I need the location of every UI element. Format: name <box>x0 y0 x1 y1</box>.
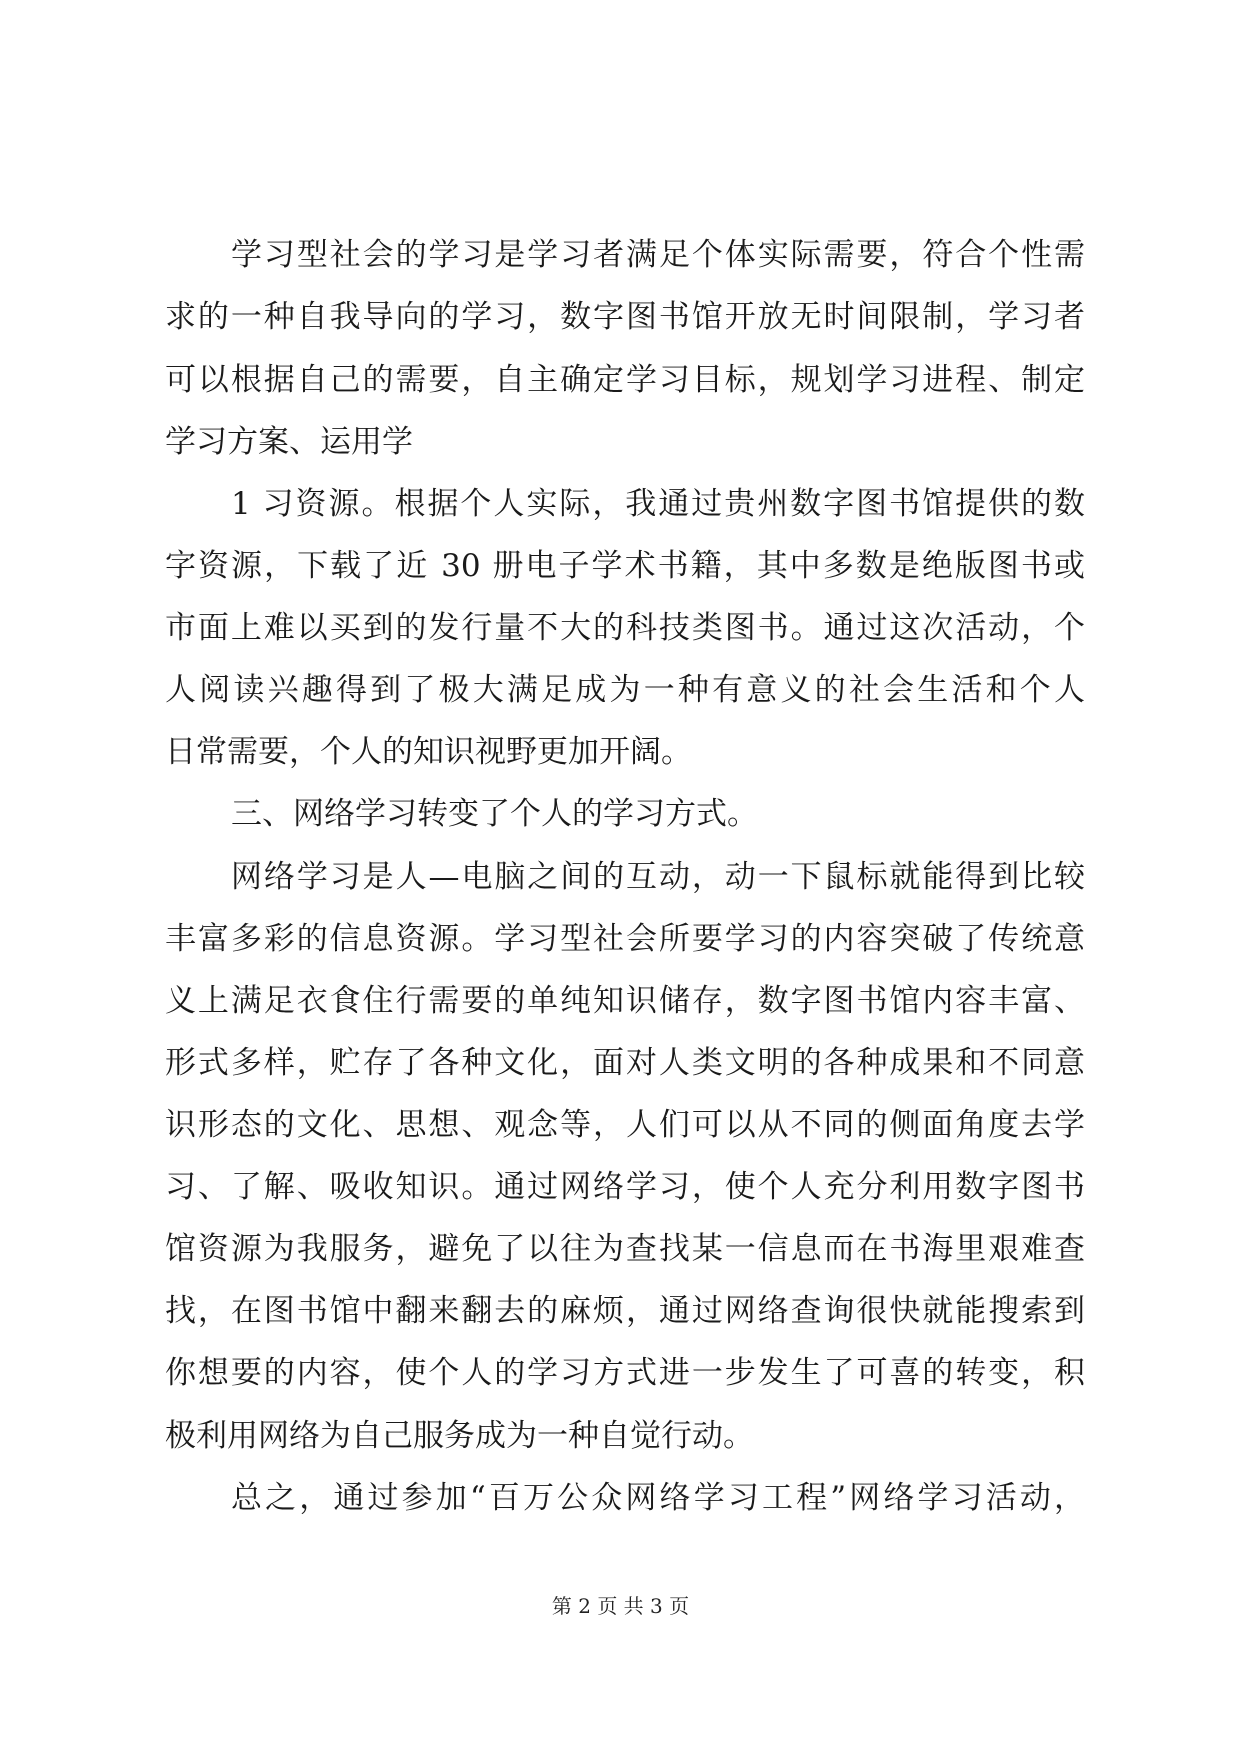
paragraph-1-line-2: 求的一种自我导向的学习，数字图书馆开放无时间限制，学习者 <box>165 299 1085 335</box>
paragraph-2-line-4: 人阅读兴趣得到了极大满足成为一种有意义的社会生活和个人 <box>165 672 1085 708</box>
paragraph-4-line-8: 找，在图书馆中翻来翻去的麻烦，通过网络查询很快就能搜索到 <box>165 1293 1085 1329</box>
section-heading: 三、网络学习转变了个人的学习方式。 <box>231 796 758 832</box>
paragraph-2-line-5: 日常需要，个人的知识视野更加开阔。 <box>165 734 692 770</box>
paragraph-4-line-7: 馆资源为我服务，避免了以往为查找某一信息而在书海里艰难查 <box>165 1231 1085 1267</box>
paragraph-1-line-3: 可以根据自己的需要，自主确定学习目标，规划学习进程、制定 <box>165 362 1085 398</box>
paragraph-4-line-2: 丰富多彩的信息资源。学习型社会所要学习的内容突破了传统意 <box>165 921 1085 957</box>
paragraph-4-line-6: 习、了解、吸收知识。通过网络学习，使个人充分利用数字图书 <box>165 1169 1085 1205</box>
paragraph-4-line-4: 形式多样，贮存了各种文化，面对人类文明的各种成果和不同意 <box>165 1045 1085 1081</box>
paragraph-2-line-3: 市面上难以买到的发行量不大的科技类图书。通过这次活动，个 <box>165 610 1085 646</box>
paragraph-4-line-1: 网络学习是人—电脑之间的互动，动一下鼠标就能得到比较 <box>231 859 1085 895</box>
paragraph-4-line-9: 你想要的内容，使个人的学习方式进一步发生了可喜的转变，积 <box>165 1355 1085 1391</box>
page-number-footer: 第 2 页 共 3 页 <box>551 1594 690 1618</box>
paragraph-4-line-10: 极利用网络为自己服务成为一种自觉行动。 <box>165 1418 754 1454</box>
paragraph-2-line-2: 字资源，下载了近 30 册电子学术书籍，其中多数是绝版图书或 <box>165 548 1085 584</box>
paragraph-5-line-1: 总之，通过参加“百万公众网络学习工程”网络学习活动， <box>231 1480 1085 1516</box>
paragraph-4-line-5: 识形态的文化、思想、观念等，人们可以从不同的侧面角度去学 <box>165 1107 1085 1143</box>
paragraph-4-line-3: 义上满足衣食住行需要的单纯知识储存，数字图书馆内容丰富、 <box>165 983 1085 1019</box>
paragraph-2-line-1: 1 习资源。根据个人实际，我通过贵州数字图书馆提供的数 <box>231 486 1085 522</box>
paragraph-1-line-4: 学习方案、运用学 <box>165 424 413 460</box>
paragraph-1-line-1: 学习型社会的学习是学习者满足个体实际需要，符合个性需 <box>231 237 1085 273</box>
